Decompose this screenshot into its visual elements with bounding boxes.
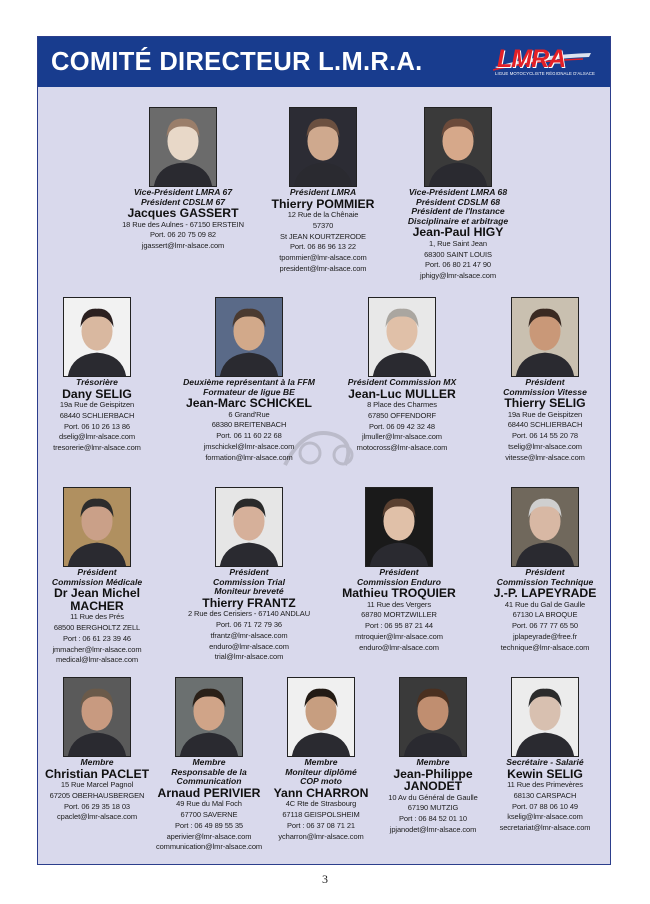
- member-contact-line: 11 Rue des Primevères: [507, 780, 583, 790]
- logo-wordmark: LMRA: [497, 45, 566, 73]
- member-role: Président: [525, 567, 565, 577]
- member-name: Jean-Luc MULLER: [348, 386, 456, 401]
- member-name: Thierry SELIG: [504, 396, 586, 411]
- member-name: Jean-Marc SCHICKEL: [186, 396, 312, 411]
- member-contact-line: Port : 06 95 87 21 44: [365, 621, 433, 631]
- member-contact-line: 68440 SCHLIERBACH: [59, 410, 135, 420]
- member-contact-line: Port. 06 71 72 79 36: [216, 620, 282, 630]
- member-role: Vice-Président LMRA 68: [408, 187, 508, 197]
- member-role: Membre: [304, 757, 338, 767]
- member-name: Jacques GASSERT: [127, 206, 239, 221]
- member-name: Jean-Paul HIGY: [412, 225, 504, 240]
- member-contact-line: 6 Grand'Rue: [228, 409, 270, 419]
- member-contact-line: Port : 06 84 52 01 10: [399, 814, 467, 824]
- member-role: Commission Enduro: [356, 576, 442, 587]
- page-title: COMITÉ DIRECTEUR L.M.R.A.: [51, 47, 423, 76]
- member-role: Moniteur breveté: [214, 586, 284, 597]
- member-role: Communication: [176, 776, 242, 787]
- member-role: Moniteur diplômé: [285, 766, 357, 777]
- member-contact-line: 67130 LA BROQUE: [512, 610, 578, 620]
- member-role: Secrétaire - Salarié: [506, 757, 584, 767]
- member-name: Dr Jean Michel MACHER: [53, 586, 141, 613]
- member-contact-line: 67850 OFFENDORF: [367, 410, 437, 420]
- member-role: Président: [525, 377, 565, 387]
- member-contact-line: 19a Rue de Geispitzen: [59, 400, 135, 410]
- member-photo: [63, 487, 131, 567]
- member-photo: [365, 487, 433, 567]
- member-role: Responsable de la: [171, 766, 247, 777]
- member-role: Président CDSLM 68: [415, 196, 501, 207]
- member-email[interactable]: jgassert@lmr-alsace.com: [141, 241, 225, 251]
- member-contact-line: 67205 OBERHAUSBERGEN: [49, 790, 145, 800]
- member-email[interactable]: mtroquier@lmr-alsace.com: [355, 632, 443, 642]
- member-name: Dany SELIG: [62, 386, 132, 401]
- lmra-logo: [493, 45, 598, 79]
- member-name: Thierry POMMIER: [271, 196, 375, 211]
- member-email[interactable]: medical@lmr-alsace.com: [55, 655, 139, 665]
- member-photo: [175, 677, 243, 757]
- member-role: Commission Médicale: [51, 576, 143, 587]
- member-contact-line: 15 Rue Marcel Pagnol: [60, 780, 134, 790]
- member-email[interactable]: tselig@lmr-alsace.com: [508, 442, 582, 452]
- member-email[interactable]: enduro@lmr-alsace.com: [209, 641, 289, 651]
- member-photo: [289, 107, 357, 187]
- member-contact-line: 2 Rue des Cerisiers - 67140 ANDLAU: [187, 609, 311, 619]
- member-role: Membre: [416, 757, 450, 767]
- member-photo: [287, 677, 355, 757]
- member-email[interactable]: ycharron@lmr-alsace.com: [278, 831, 364, 841]
- member-photo: [511, 487, 579, 567]
- member-contact-line: 68300 SAINT LOUIS: [424, 249, 492, 259]
- member-contact-line: Port. 06 86 96 13 22: [290, 242, 356, 252]
- member-email[interactable]: jplapeyrade@free.fr: [512, 632, 578, 642]
- member-email[interactable]: jmmacher@lmr-alsace.com: [52, 644, 142, 654]
- member-email[interactable]: jpjanodet@lmr-alsace.com: [389, 824, 477, 834]
- member-role: Membre: [192, 757, 226, 767]
- member-photo: [424, 107, 492, 187]
- member-contact-line: 68500 BERGHOLTZ ZELL: [53, 622, 141, 632]
- member-photo: [368, 297, 436, 377]
- member-role: Président: [379, 567, 419, 577]
- title-banner: [38, 37, 610, 87]
- member-role: Président de l'Instance: [411, 206, 505, 217]
- member-email[interactable]: technique@lmr-alsace.com: [500, 642, 590, 652]
- member-name: Yann CHARRON: [273, 785, 369, 800]
- member-email[interactable]: tfrantz@lmr-alsace.com: [210, 630, 288, 640]
- member-email[interactable]: jlmuller@lmr-alsace.com: [362, 432, 442, 442]
- member-contact-line: 12 Rue de la Chênaie: [287, 210, 359, 220]
- member-name: Christian PACLET: [44, 766, 150, 781]
- member-contact-line: 67118 GEISPOLSHEIM: [282, 810, 360, 820]
- member-name: Arnaud PERIVIER: [157, 785, 261, 800]
- member-email[interactable]: formation@lmr-alsace.com: [205, 452, 293, 462]
- member-contact-line: 19a Rue de Geispitzen: [507, 409, 583, 419]
- member-contact-line: 68440 SCHLIERBACH: [507, 420, 583, 430]
- member-contact-line: Port. 07 88 06 10 49: [512, 801, 578, 811]
- member-contact-line: Port. 06 10 26 13 86: [64, 421, 130, 431]
- member-role: Président: [77, 567, 117, 577]
- member-role: Formateur de ligue BE: [203, 386, 295, 397]
- member-name: Kewin SELIG: [507, 766, 583, 781]
- member-contact-line: 67700 SAVERNE: [180, 810, 238, 820]
- member-contact-line: 4C Rte de Strasbourg: [285, 799, 357, 809]
- member-contact-line: 49 Rue du Mal Foch: [176, 799, 242, 809]
- member-email[interactable]: secretariat@lmr-alsace.com: [499, 823, 591, 833]
- member-contact-line: Port. 06 09 42 32 48: [369, 421, 435, 431]
- member-contact-line: 68130 CARSPACH: [513, 790, 577, 800]
- member-email[interactable]: communication@lmr-alsace.com: [155, 842, 263, 852]
- logo-tagline: LIGUE MOTOCYCLISTE RÉGIONALE D'ALSACE: [495, 71, 595, 76]
- page-number: 3: [322, 872, 328, 886]
- member-photo: [399, 677, 467, 757]
- member-email[interactable]: vitesse@lmr-alsace.com: [505, 452, 585, 462]
- member-contact-line: 41 Rue du Gal de Gaulle: [504, 599, 586, 609]
- member-contact-line: 11 Rue des Vergers: [367, 599, 431, 609]
- member-name: J.-P. LAPEYRADE: [493, 586, 597, 601]
- member-email[interactable]: trial@lmr-alsace.com: [214, 652, 284, 662]
- member-contact-line: 18 Rue des Aulnes - 67150 ERSTEIN: [122, 219, 244, 229]
- member-email[interactable]: enduro@lmr-alsace.com: [359, 642, 439, 652]
- member-contact-line: 10 Av du Général de Gaulle: [388, 792, 478, 802]
- member-email[interactable]: cpaclet@lmr-alsace.com: [56, 812, 138, 822]
- member-email[interactable]: tresorerie@lmr-alsace.com: [53, 443, 141, 453]
- member-photo: [215, 487, 283, 567]
- member-contact-line: 11 Rue des Prés: [70, 612, 124, 622]
- member-photo: [511, 297, 579, 377]
- member-role: Trésorière: [76, 377, 118, 387]
- member-role: Disciplinaire et arbitrage: [407, 215, 509, 226]
- member-contact-line: Port : 06 37 08 71 21: [287, 820, 355, 830]
- member-contact-line: 68380 BREITENBACH: [211, 420, 287, 430]
- member-photo: [215, 297, 283, 377]
- member-contact-line: 68780 MORTZWILLER: [361, 610, 437, 620]
- member-contact-line: Port. 06 77 77 65 50: [512, 621, 578, 631]
- member-role: Commission Trial: [213, 576, 285, 587]
- member-contact-line: Port. 06 11 60 22 68: [216, 431, 282, 441]
- member-contact-line: St JEAN KOURTZERODE: [280, 231, 366, 241]
- member-email[interactable]: jmschickel@lmr-alsace.com: [203, 442, 295, 452]
- member-contact-line: 57370: [312, 220, 334, 230]
- member-contact-line: Port. 06 20 75 09 82: [150, 230, 216, 240]
- member-role: Président: [229, 567, 269, 577]
- member-role: Commission Vitesse: [503, 386, 587, 397]
- member-contact-line: 67190 MUTZIG: [407, 803, 459, 813]
- member-email[interactable]: motocross@lmr-alsace.com: [356, 443, 448, 453]
- member-name: Thierry FRANTZ: [202, 595, 296, 610]
- member-role: Deuxième représentant à la FFM: [183, 377, 315, 387]
- member-contact-line: Port. 06 80 21 47 90: [425, 260, 491, 270]
- member-contact-line: Port. 06 29 35 18 03: [64, 801, 130, 811]
- member-photo: [63, 297, 131, 377]
- member-email[interactable]: kselig@lmr-alsace.com: [507, 812, 583, 822]
- member-role: Membre: [80, 757, 114, 767]
- member-name: Jean-Philippe JANODET: [393, 766, 473, 794]
- member-role: Commission Technique: [496, 576, 594, 587]
- member-role: Président CDSLM 67: [140, 196, 226, 207]
- member-email[interactable]: aperivier@lmr-alsace.com: [166, 831, 252, 841]
- member-contact-line: Port : 06 61 23 39 46: [63, 633, 131, 643]
- member-role: COP moto: [300, 776, 342, 787]
- member-photo: [511, 677, 579, 757]
- member-photo: [149, 107, 217, 187]
- member-email[interactable]: jphigy@lmr-alsace.com: [420, 271, 496, 281]
- member-contact-line: Port : 06 49 89 55 35: [175, 820, 243, 830]
- member-name: Mathieu TROQUIER: [342, 586, 456, 601]
- member-role: Président Commission MX: [347, 377, 457, 387]
- member-email[interactable]: dselig@lmr-alsace.com: [59, 432, 135, 442]
- member-contact-line: 8 Place des Charmes: [367, 400, 437, 410]
- member-role: Président LMRA: [289, 187, 357, 197]
- member-contact-line: 1, Rue Saint Jean: [429, 238, 487, 248]
- member-email[interactable]: president@lmr-alsace.com: [279, 264, 367, 274]
- member-email[interactable]: tpommier@lmr-alsace.com: [279, 253, 367, 263]
- member-contact-line: Port. 06 14 55 20 78: [512, 431, 578, 441]
- member-photo: [63, 677, 131, 757]
- member-role: Vice-Président LMRA 67: [133, 187, 233, 197]
